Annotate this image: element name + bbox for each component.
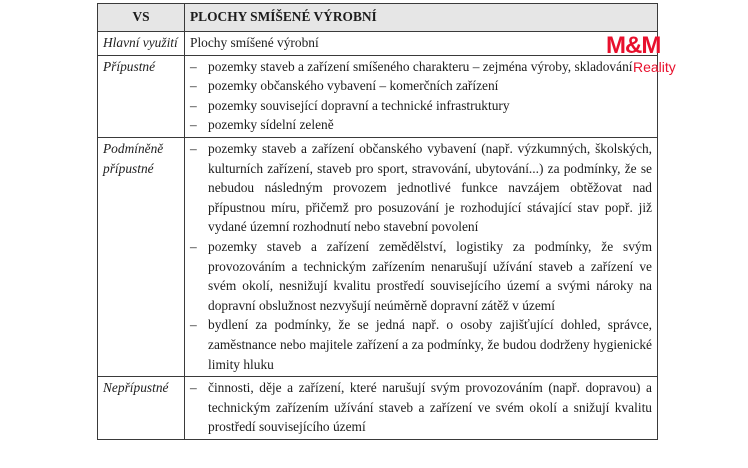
- row-label-main-use: Hlavní využití: [98, 32, 185, 56]
- table-row-prohibited: [98, 377, 658, 440]
- list-item: – bydlení za podmínky, že se jedná např. o osoby zajišťující dohled, správce, zaměstnance nebo majitele zařízení a za podmínky, že budou dodrženy hygienické limity hluku: [190, 315, 652, 374]
- row-label-prohibited: Nepřípustné: [98, 377, 185, 440]
- list-item: – činnosti, děje a zařízení, které narušují svým provozováním (např. dopravou) a technickým zařízením užívání staveb a zařízení ve svém okolí a snižují kvalitu prostředí souvisejícího území: [190, 378, 652, 437]
- logo-sub-text: Reality: [633, 59, 676, 75]
- header-code-cell: VS: [98, 4, 185, 32]
- row-label-permitted: Přípustné: [98, 55, 185, 137]
- row-label-conditional: Podmíněně přípustné: [98, 137, 185, 376]
- list-item: – pozemky sídelní zeleně: [190, 115, 652, 135]
- list-item: – pozemky související dopravní a technické infrastruktury: [190, 96, 652, 116]
- table-row-main-use: [98, 32, 658, 56]
- row-text-main-use: Plochy smíšené výrobní: [185, 32, 658, 56]
- list-item: – pozemky staveb a zařízení zemědělství, logistiky za podmínky, že svým provozováním a technickým zařízením nenarušují užívání staveb a zařízení ve svém okolí, nesnižují kvalitu prostředí souvisejícího území a svými nároky na dopravní obslužnost nezvyšují neúměrně dopravní zátěž v území: [190, 237, 652, 315]
- list-item: – pozemky staveb a zařízení smíšeného charakteru – zejména výroby, skladování: [190, 57, 652, 77]
- table-row-conditional: [98, 137, 658, 376]
- list-conditional: [190, 139, 652, 374]
- row-content-conditional: [185, 137, 658, 376]
- list-item: – pozemky staveb a zařízení občanského vybavení (např. výzkumných, školských, kulturních zařízení, staveb pro sport, stravování, ubytování...) za podmínky, že se nebudou následným provozem jednotlivé funkce navzájem obtěžovat nad přípustnou míru, přičemž pro posuzování je rozhodující stávající stav popř. již vydané územní rozhodnutí nebo stavební povolení: [190, 139, 652, 237]
- row-content-prohibited: [185, 377, 658, 440]
- mm-reality-watermark-logo: [606, 33, 680, 77]
- list-permitted: [190, 57, 652, 135]
- list-prohibited: [190, 378, 652, 437]
- table-header-row: [98, 4, 658, 32]
- table-row-permitted: [98, 55, 658, 137]
- logo-brand-text: M&M: [606, 32, 661, 59]
- header-title-cell: PLOCHY SMÍŠENÉ VÝROBNÍ: [185, 4, 658, 32]
- regulation-table: [97, 3, 661, 440]
- list-item: – pozemky občanského vybavení – komerčních zařízení: [190, 76, 652, 96]
- row-content-permitted: [185, 55, 658, 137]
